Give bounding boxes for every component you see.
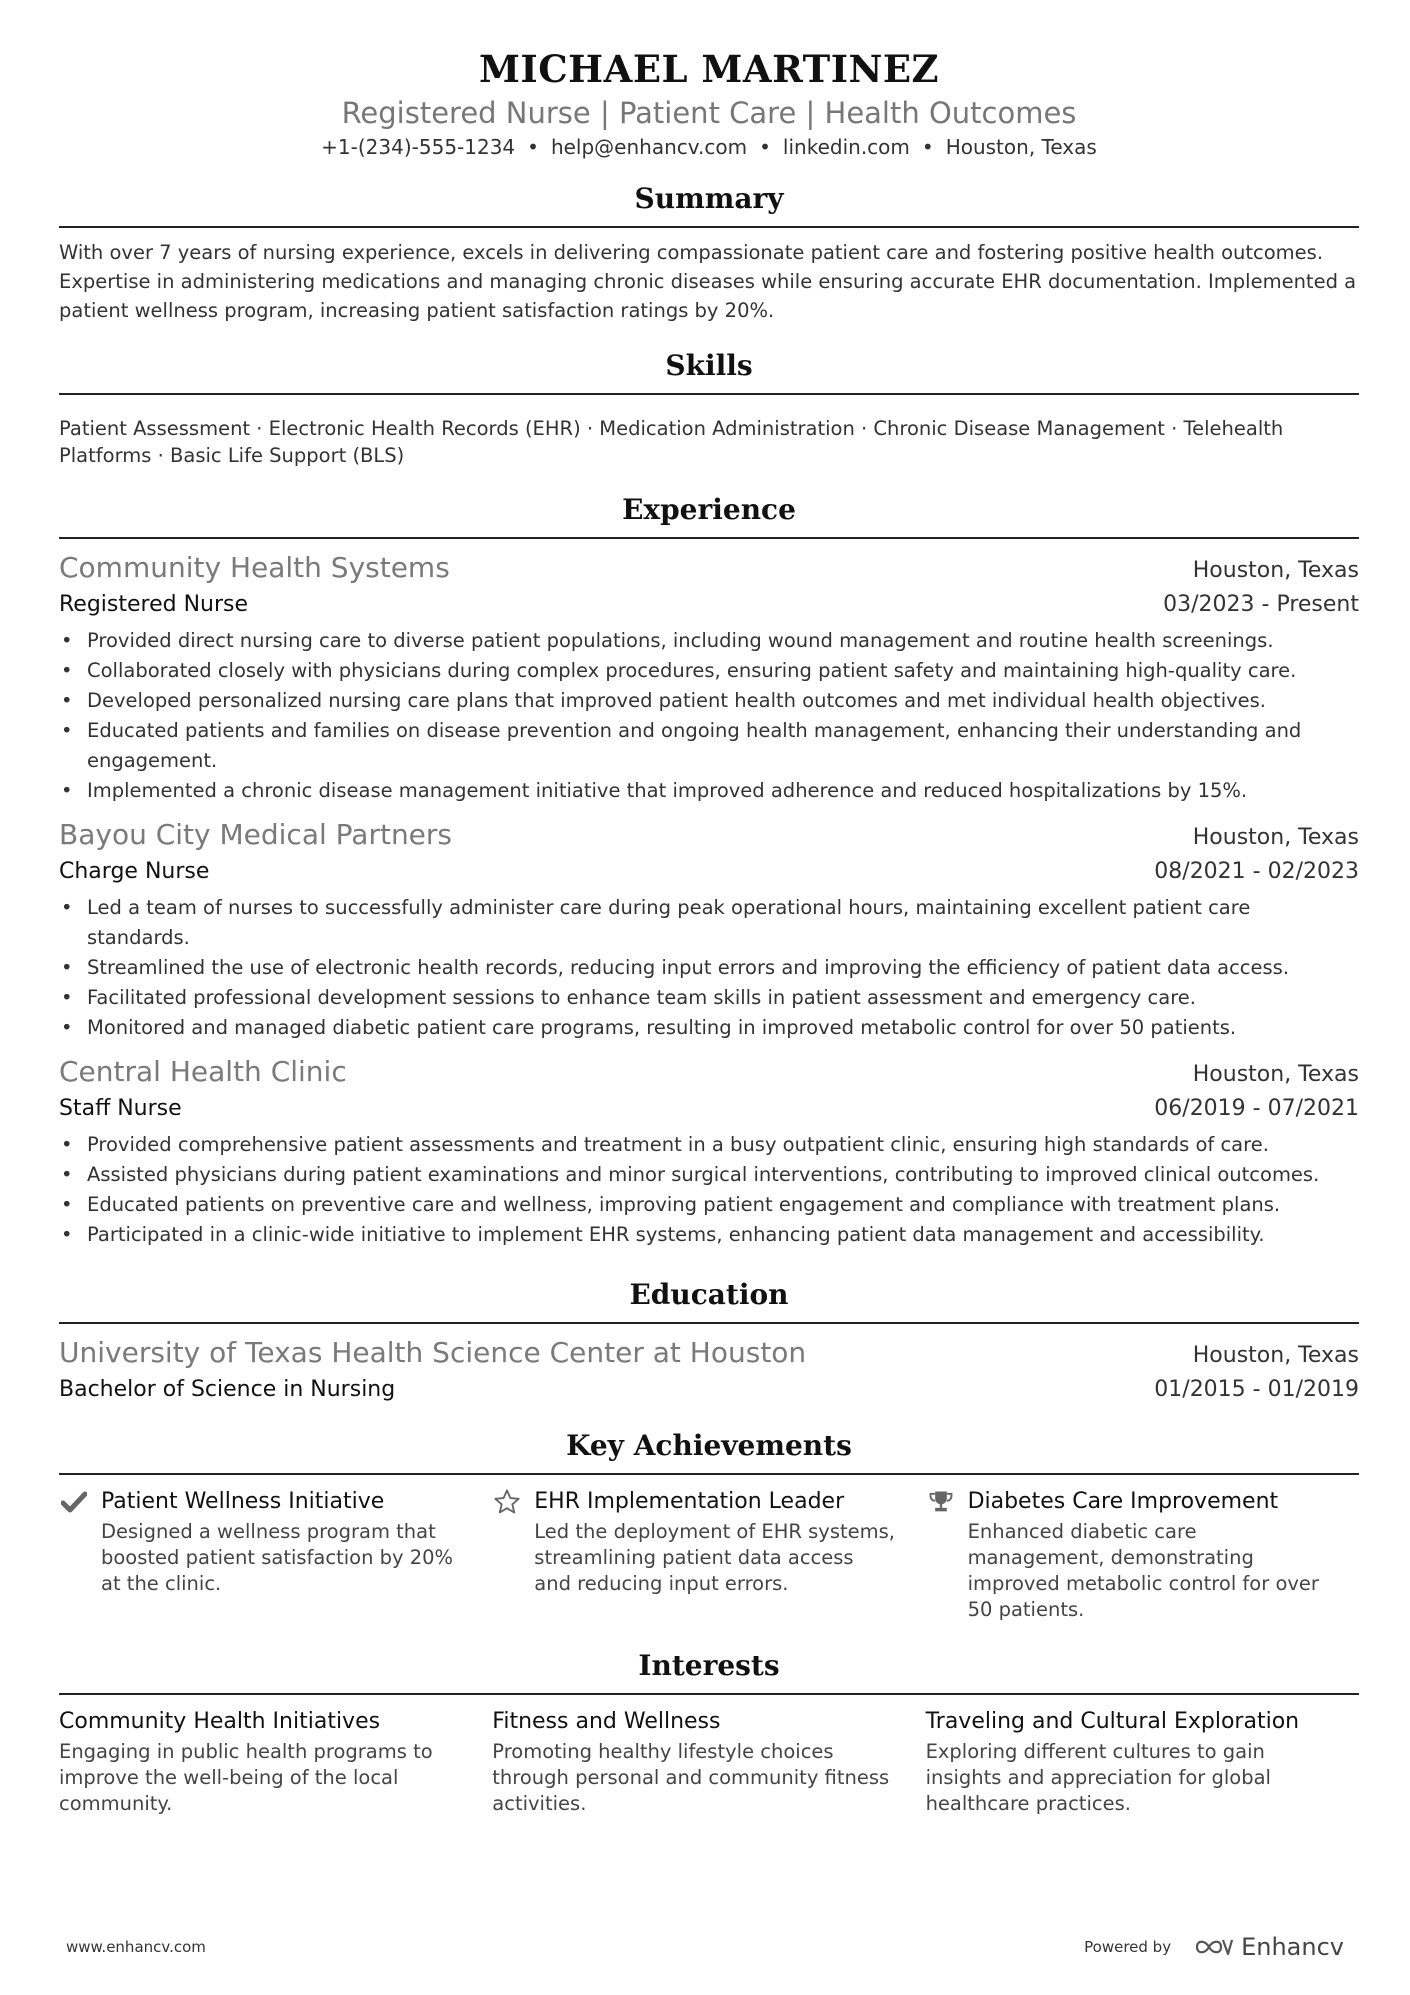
job-location: Houston, Texas bbox=[1192, 557, 1359, 583]
section-title-summary: Summary bbox=[59, 180, 1359, 228]
section-title-experience: Experience bbox=[59, 491, 1359, 539]
interest-title: Community Health Initiatives bbox=[59, 1708, 381, 1734]
achievements-section bbox=[59, 1427, 1359, 1623]
company-name: Bayou City Medical Partners bbox=[59, 817, 453, 851]
achievement-title: EHR Implementation Leader bbox=[534, 1488, 845, 1514]
achievement-item bbox=[492, 1485, 925, 1623]
job-dates: 08/2021 - 02/2023 bbox=[1154, 858, 1359, 884]
interest-item bbox=[59, 1705, 492, 1817]
job-dates: 06/2019 - 07/2021 bbox=[1154, 1095, 1359, 1121]
experience-section bbox=[59, 491, 1359, 1250]
job-title: Registered Nurse bbox=[59, 591, 249, 617]
interests-grid bbox=[59, 1705, 1359, 1817]
candidate-subtitle: Registered Nurse | Patient Care | Health Outcomes bbox=[341, 96, 1077, 130]
achievement-desc: Designed a wellness program that boosted patient satisfaction by 20% at the clinic. bbox=[101, 1519, 454, 1595]
powered-by-label: Powered by bbox=[1084, 1938, 1172, 1956]
checkmark-icon bbox=[59, 1487, 89, 1517]
bullet-item: • Implemented a chronic disease management initiative that improved adherence and reduced hospitalizations by 15%. bbox=[87, 776, 1359, 806]
candidate-name: MICHAEL MARTINEZ bbox=[478, 47, 940, 91]
achievement-item bbox=[926, 1485, 1359, 1623]
job-bullets bbox=[59, 893, 1359, 1043]
bullet-item: • Educated patients and families on disease prevention and ongoing health management, enhancing their understanding and engagement. bbox=[87, 716, 1359, 776]
bullet-item: • Provided comprehensive patient assessments and treatment in a busy outpatient clinic, ensuring high standards of care. bbox=[87, 1130, 1359, 1160]
brand-logo[interactable] bbox=[1193, 1933, 1344, 1961]
contact-email[interactable]: help@enhancv.com bbox=[550, 135, 748, 159]
bullet-item: • Led a team of nurses to successfully administer care during peak operational hours, maintaining excellent patient care standards. bbox=[87, 893, 1359, 953]
achievement-title: Patient Wellness Initiative bbox=[101, 1488, 385, 1514]
education-section bbox=[59, 1276, 1359, 1407]
bullet-item: • Streamlined the use of electronic health records, reducing input errors and improving the efficiency of patient data access. bbox=[87, 953, 1359, 983]
bullet-item: • Educated patients on preventive care and wellness, improving patient engagement and compliance with treatment plans. bbox=[87, 1190, 1359, 1220]
achievement-title: Diabetes Care Improvement bbox=[967, 1488, 1279, 1514]
interest-desc: Engaging in public health programs to improve the well-being of the local community. bbox=[59, 1739, 433, 1815]
bullet-item: • Participated in a clinic-wide initiative to implement EHR systems, enhancing patient data management and accessibility. bbox=[87, 1220, 1359, 1250]
achievement-item bbox=[59, 1485, 492, 1623]
education-dates: 01/2015 - 01/2019 bbox=[1154, 1376, 1359, 1402]
section-title-skills: Skills bbox=[59, 347, 1359, 395]
footer-website-link[interactable]: www.enhancv.com bbox=[66, 1938, 206, 1956]
degree-title: Bachelor of Science in Nursing bbox=[59, 1376, 396, 1402]
separator-dot: • bbox=[759, 135, 771, 159]
job-location: Houston, Texas bbox=[1192, 1061, 1359, 1087]
school-location: Houston, Texas bbox=[1192, 1342, 1359, 1368]
powered-by bbox=[1084, 1933, 1344, 1961]
section-title-interests: Interests bbox=[59, 1647, 1359, 1695]
interest-title: Fitness and Wellness bbox=[492, 1708, 721, 1734]
achievement-desc: Led the deployment of EHR systems, streamlining patient data access and reducing input errors. bbox=[534, 1519, 895, 1595]
contact-location: Houston, Texas bbox=[945, 135, 1097, 159]
skills-list: Patient Assessment · Electronic Health Records (EHR) · Medication Administration · Chronic Disease Management · Telehealth Platforms · Basic Life Support (BLS) bbox=[59, 416, 1284, 467]
achievement-desc: Enhanced diabetic care management, demonstrating improved metabolic control for over 50 patients. bbox=[967, 1519, 1319, 1621]
section-title-achievements: Key Achievements bbox=[59, 1427, 1359, 1475]
brand-name: Enhancv bbox=[1241, 1933, 1344, 1961]
section-title-education: Education bbox=[59, 1276, 1359, 1324]
star-icon bbox=[492, 1487, 522, 1517]
interests-section bbox=[59, 1647, 1359, 1817]
interest-item bbox=[926, 1705, 1359, 1817]
bullet-item: • Collaborated closely with physicians during complex procedures, ensuring patient safety and maintaining high-quality care. bbox=[87, 656, 1359, 686]
bullet-item: • Monitored and managed diabetic patient care programs, resulting in improved metabolic control for over 50 patients. bbox=[87, 1013, 1359, 1043]
skills-section bbox=[59, 347, 1359, 469]
job-bullets bbox=[59, 626, 1359, 806]
bullet-item: • Assisted physicians during patient examinations and minor surgical interventions, contributing to improved clinical outcomes. bbox=[87, 1160, 1359, 1190]
job-entry bbox=[59, 816, 1359, 1043]
enhancv-logo-icon bbox=[1193, 1936, 1233, 1958]
job-entry bbox=[59, 1053, 1359, 1250]
summary-section bbox=[59, 180, 1359, 325]
achievements-grid bbox=[59, 1485, 1359, 1623]
job-bullets bbox=[59, 1130, 1359, 1250]
bullet-item: • Facilitated professional development sessions to enhance team skills in patient assessment and emergency care. bbox=[87, 983, 1359, 1013]
company-name: Central Health Clinic bbox=[59, 1054, 347, 1088]
contact-linkedin[interactable]: linkedin.com bbox=[782, 135, 910, 159]
resume-header bbox=[59, 44, 1359, 162]
trophy-icon bbox=[926, 1487, 956, 1517]
job-location: Houston, Texas bbox=[1192, 824, 1359, 850]
separator-dot: • bbox=[921, 135, 934, 159]
job-dates: 03/2023 - Present bbox=[1163, 591, 1359, 617]
company-name: Community Health Systems bbox=[59, 550, 450, 584]
interest-title: Traveling and Cultural Exploration bbox=[925, 1708, 1300, 1734]
summary-text: With over 7 years of nursing experience, excels in delivering compassionate patient care and fostering positive health outcomes. Expertise in administering medications and managing chronic diseases while ensuring accurate EHR documentation. Implemented a patient wellness program, increasing patient satisfaction ratings by 20%. bbox=[59, 241, 1357, 322]
contact-phone[interactable]: +1-(234)-555-1234 bbox=[321, 135, 516, 159]
interest-desc: Exploring different cultures to gain insights and appreciation for global healthcare practices. bbox=[925, 1739, 1271, 1815]
separator-dot: • bbox=[527, 135, 539, 159]
job-entry bbox=[59, 549, 1359, 806]
contact-line bbox=[59, 132, 1359, 162]
page-footer bbox=[66, 1933, 1344, 1961]
bullet-item: • Provided direct nursing care to diverse patient populations, including wound management and routine health screenings. bbox=[87, 626, 1359, 656]
resume-page bbox=[59, 44, 1359, 1817]
job-title: Charge Nurse bbox=[59, 858, 210, 884]
job-title: Staff Nurse bbox=[59, 1095, 182, 1121]
interest-item bbox=[492, 1705, 925, 1817]
bullet-item: • Developed personalized nursing care plans that improved patient health outcomes and met individual health objectives. bbox=[87, 686, 1359, 716]
school-name: University of Texas Health Science Center at Houston bbox=[59, 1335, 807, 1369]
interest-desc: Promoting healthy lifestyle choices through personal and community fitness activities. bbox=[492, 1739, 890, 1815]
